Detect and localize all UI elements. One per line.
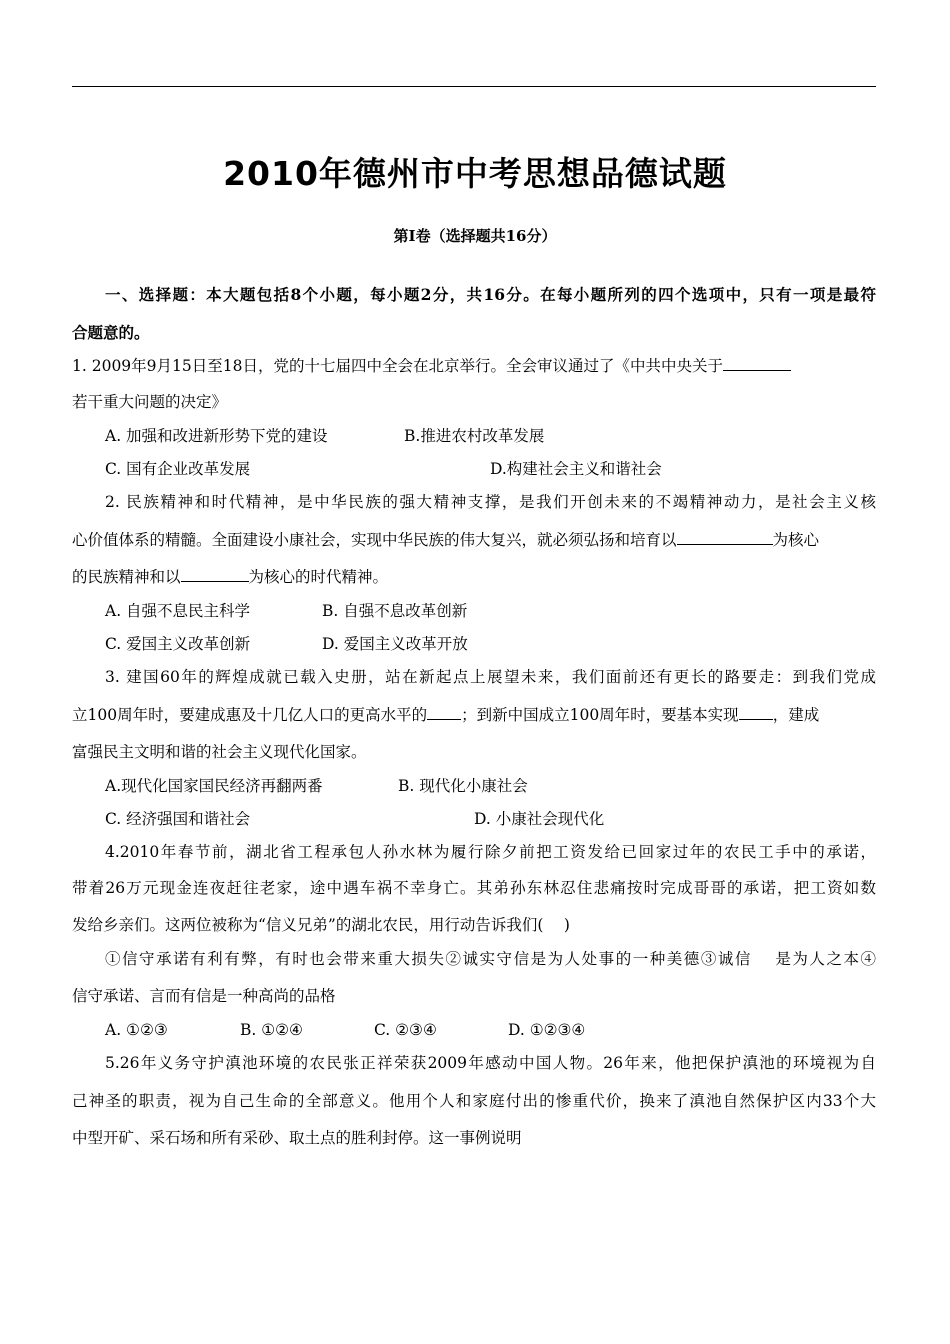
q1-line1 [72,354,791,378]
q3-option-b: B. 现代化小康社会 [398,777,528,795]
q2-option-b: B. 自强不息改革创新 [322,602,468,620]
q4-line4: ①信守承诺有利有弊，有时也会带来重大损失②诚实守信是为人处事的一种美德③诚信 是为人之本④ [105,950,876,968]
q3-line3: 富强民主文明和谐的社会主义现代化国家。 [72,743,367,761]
page-subtitle: 第Ⅰ卷（选择题共16分） [393,227,557,245]
q1-text: 1. 2009年9月15日至18日，党的十七届四中全会在北京举行。全会审议通过了《中共中央关于 [72,357,723,375]
q3-text-b: ；到新中国成立100周年时，要基本实现 [461,706,739,724]
q3-text-c: ，建成 [772,706,820,724]
q4-line2: 带着26万元现金连夜赶往老家，途中遇车祸不幸身亡。其弟孙东林忍住悲痛按时完成哥哥的承诺，把工资如数 [72,879,876,897]
header-rule [72,86,876,87]
q4-line5: 信守承诺、言而有信是一种高尚的品格 [72,987,336,1005]
q2-option-a: A. 自强不息民主科学 [105,602,251,620]
q2-text-c: 的民族精神和以 [72,568,181,586]
q5-line2: 己神圣的职责，视为自己生命的全部意义。他用个人和家庭付出的惨重代价，换来了滇池自然保护区内33个大 [72,1092,876,1110]
page-title: 2010年德州市中考思想品德试题 [223,154,727,193]
q1-blank [723,354,791,371]
q3-blank-1 [427,703,461,720]
q1-line2: 若干重大问题的决定》 [72,393,228,411]
q2-text-b: 为核心 [772,531,820,549]
q5-line1: 5.26年义务守护滇池环境的农民张正祥荣获2009年感动中国人物。26年来，他把保护滇池的环境视为自 [105,1054,876,1072]
q2-option-c: C. 爱国主义改革创新 [105,635,251,653]
q4-option-a: A. ①②③ [105,1021,168,1039]
q2-option-d: D. 爱国主义改革开放 [322,635,468,653]
q1-option-d: D.构建社会主义和谐社会 [490,460,662,478]
q3-text-a: 立100周年时，要建成惠及十几亿人口的更高水平的 [72,706,428,724]
q4-option-b: B. ①②④ [240,1021,303,1039]
q2-line2 [72,528,819,552]
q3-option-d: D. 小康社会现代化 [474,810,605,828]
q2-blank-2 [181,565,249,582]
q4-option-d: D. ①②③④ [508,1021,586,1039]
q1-option-c: C. 国有企业改革发展 [105,460,251,478]
q1-option-b: B.推进农村改革发展 [404,427,545,445]
q3-line2 [72,703,819,727]
q1-option-a: A. 加强和改进新形势下党的建设 [105,427,328,445]
q4-line1: 4.2010年春节前，湖北省工程承包人孙水林为履行除夕前把工资发给已回家过年的农民工手中的承诺， [105,843,876,861]
q3-option-c: C. 经济强国和谐社会 [105,810,251,828]
q3-option-a: A.现代化国家国民经济再翻两番 [105,777,323,795]
q2-line1: 2. 民族精神和时代精神，是中华民族的强大精神支撑，是我们开创未来的不竭精神动力，是社会主义核 [105,493,876,511]
q4-line3: 发给乡亲们。这两位被称为“信义兄弟”的湖北农民，用行动告诉我们( ) [72,916,570,934]
q4-option-c: C. ②③④ [374,1021,437,1039]
q3-line1: 3. 建国60年的辉煌成就已载入史册，站在新起点上展望未来，我们面前还有更长的路要走：到我们党成 [105,668,876,686]
section-instructions-line1: 一、选择题：本大题包括8个小题，每小题2分，共16分。在每小题所列的四个选项中，只有一项是最符 [105,285,876,304]
q2-text-a: 心价值体系的精髓。全面建设小康社会，实现中华民族的伟大复兴，就必须弘扬和培育以 [72,531,677,549]
q5-line3: 中型开矿、采石场和所有采砂、取土点的胜利封停。这一事例说明 [72,1129,522,1147]
q2-blank-1 [677,528,773,545]
q2-line3 [72,565,388,589]
section-instructions-line2: 合题意的。 [72,323,150,342]
q3-blank-2 [739,703,773,720]
q2-text-d: 为核心的时代精神。 [248,568,389,586]
